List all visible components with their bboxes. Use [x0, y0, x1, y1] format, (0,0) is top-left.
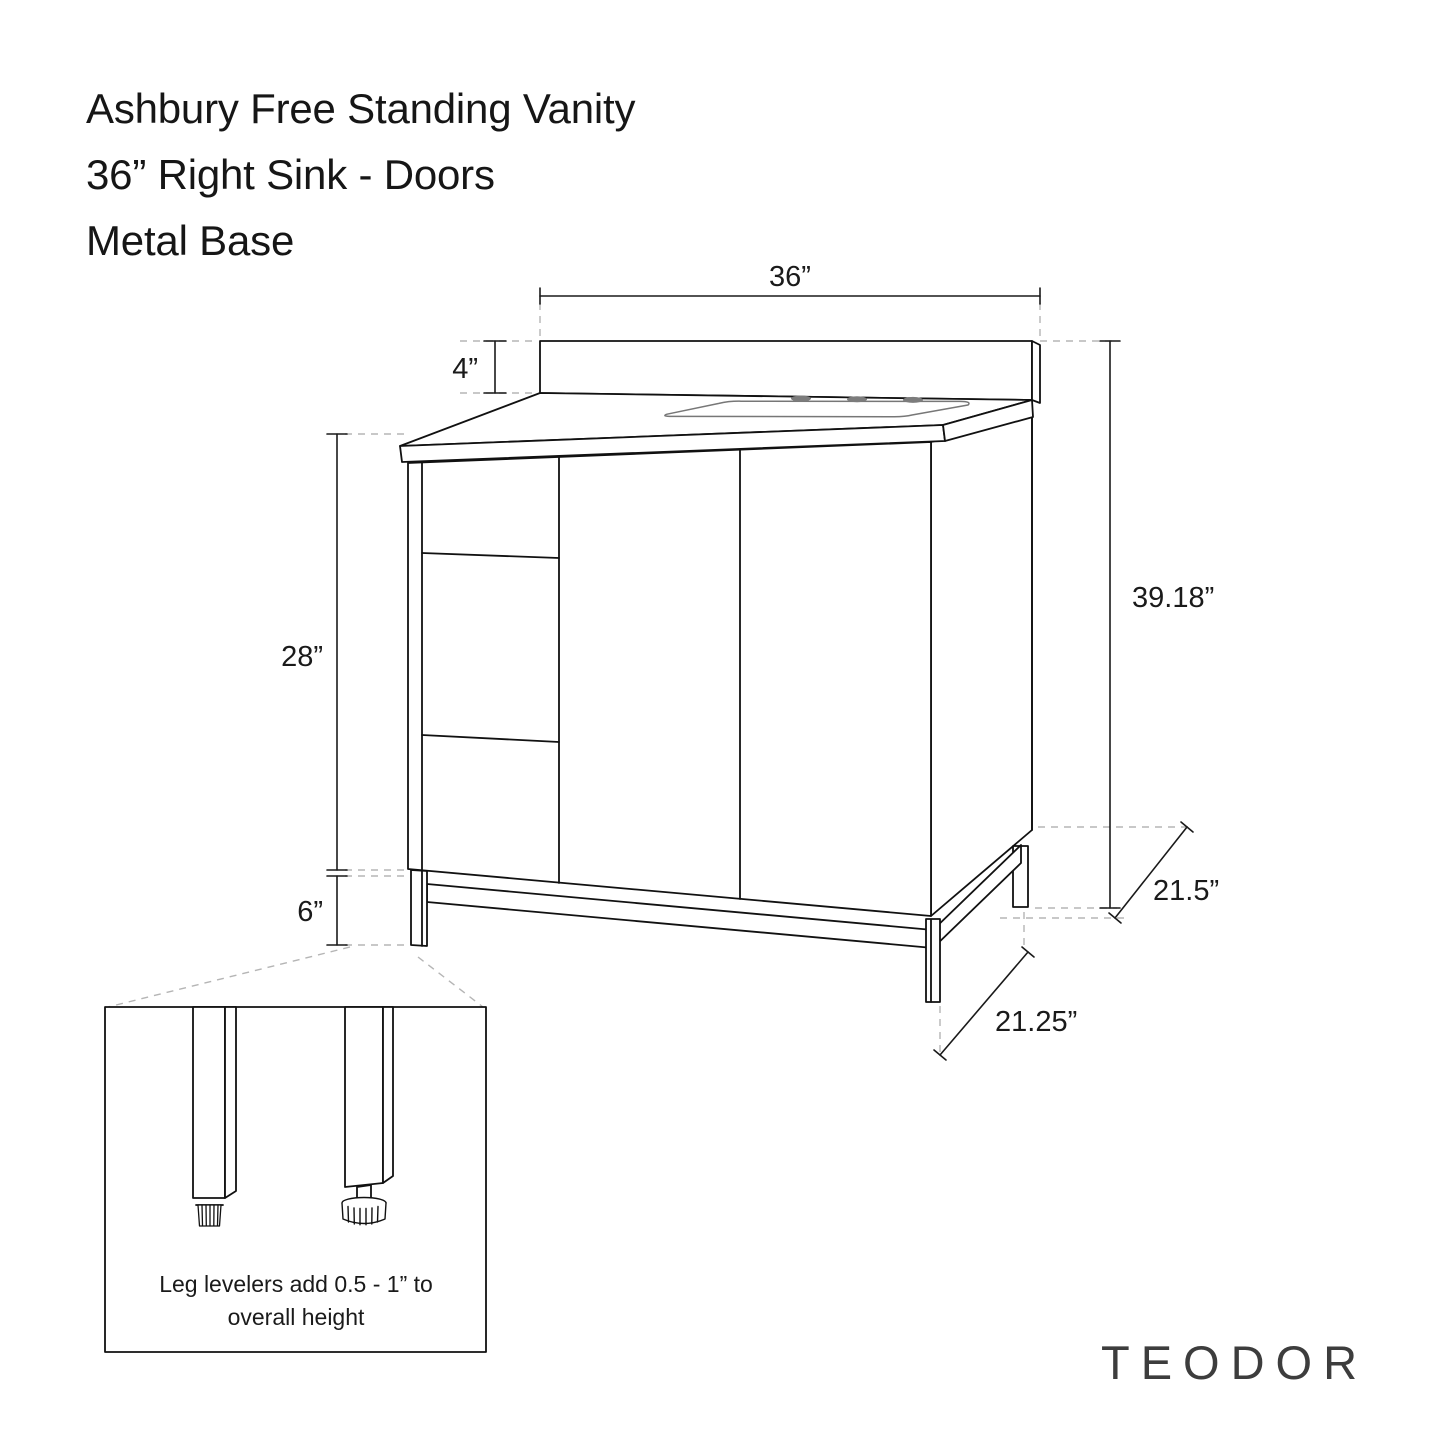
title-line-base: Metal Base: [86, 208, 635, 274]
vanity-drawing: [400, 341, 1040, 1002]
dim-label-cabinet-depth: 21.5”: [1153, 875, 1219, 907]
inset-left-leg-side: [225, 1007, 236, 1198]
faucet-hole-right: [903, 397, 923, 403]
dim-overall-depth: [934, 947, 1034, 1060]
inset-box: [105, 1007, 486, 1352]
faucet-hole-center: [847, 396, 867, 402]
dim-overall-height: [1100, 341, 1120, 908]
dim-label-overall-depth: 21.25”: [995, 1006, 1077, 1038]
inset-note-line2: overall height: [228, 1304, 365, 1330]
dim-label-cabinet-height: 28”: [281, 641, 323, 673]
dim-cabinet-height: [327, 434, 347, 870]
inset-right-leg-front: [345, 1007, 383, 1187]
inset-note-line1: Leg levelers add 0.5 - 1” to: [159, 1271, 433, 1297]
dim-label-overall-height: 39.18”: [1132, 582, 1214, 614]
faucet-hole-left: [791, 396, 811, 402]
page-title: [86, 76, 635, 274]
title-line-product: Ashbury Free Standing Vanity: [86, 76, 635, 142]
inset-leader-left: [108, 947, 350, 1007]
inset-right-leg-side: [383, 1007, 393, 1183]
inset-left-leg-front: [193, 1007, 225, 1198]
cabinet-front-face: [408, 442, 931, 916]
front-left-leg: [411, 870, 427, 946]
dim-cabinet-depth: [1109, 822, 1193, 923]
inset-left-leveler: [198, 1205, 221, 1226]
leg-leveler-inset: [105, 1007, 486, 1352]
title-line-configuration: 36” Right Sink - Doors: [86, 142, 635, 208]
cabinet: [408, 417, 1032, 916]
inset-right-leveler: [342, 1198, 386, 1225]
inset-leader-right: [418, 957, 483, 1007]
backsplash-front: [540, 341, 1032, 400]
backsplash-side: [1032, 341, 1040, 403]
dim-label-backsplash-height: 4”: [452, 353, 478, 385]
dim-label-leg-height: 6”: [297, 896, 323, 928]
dim-backsplash-height: [484, 341, 506, 393]
dim-label-top-width: 36”: [769, 261, 811, 293]
front-right-leg: [926, 919, 940, 1002]
dim-leg-height: [327, 876, 347, 945]
inset-left-leg: [193, 1007, 236, 1226]
cabinet-side-panel: [931, 417, 1032, 916]
brand-logo: TEODOR: [1101, 1335, 1368, 1390]
